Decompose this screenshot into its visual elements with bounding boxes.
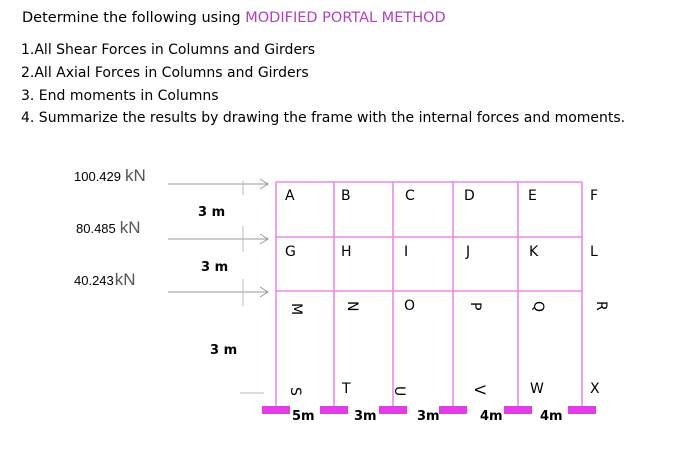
- load-arrow-1: [168, 179, 268, 195]
- node-label-r: R: [593, 301, 609, 311]
- load-arrow-3: [168, 279, 268, 306]
- node-label-f: F: [590, 188, 599, 204]
- heading-prefix: Determine the following using: [22, 10, 246, 26]
- story-height-3: 3 m: [210, 343, 238, 358]
- node-label-t: T: [342, 381, 351, 397]
- task-item-2: 2.All Axial Forces in Columns and Girders: [21, 65, 309, 81]
- support-t: [320, 406, 348, 414]
- bay-width-3: 3m: [417, 409, 440, 424]
- bay-width-2: 3m: [354, 409, 377, 424]
- task-item-4: 4. Summarize the results by drawing the frame with the internal forces and moments.: [21, 110, 626, 126]
- node-label-o: O: [404, 298, 416, 314]
- node-label-g: G: [285, 244, 296, 260]
- node-label-l: L: [590, 244, 598, 260]
- story-height-2: 3 m: [201, 260, 229, 275]
- node-label-s: S: [287, 387, 303, 396]
- node-label-v: V: [471, 385, 487, 395]
- bay-width-5: 4m: [540, 409, 563, 424]
- load-arrow-2: [168, 226, 268, 252]
- node-label-m: M: [288, 303, 304, 316]
- load-label-2: 80.485 kN: [76, 218, 141, 237]
- node-label-j: J: [466, 244, 471, 260]
- story-height-1: 3 m: [198, 205, 226, 220]
- bay-width-1: 5m: [292, 409, 315, 424]
- node-label-h: H: [341, 244, 352, 260]
- support-w: [504, 406, 532, 414]
- node-label-w: W: [530, 381, 544, 397]
- method-name: MODIFIED PORTAL METHOD: [245, 10, 446, 26]
- task-item-1: 1.All Shear Forces in Columns and Girders: [21, 42, 316, 58]
- node-label-n: N: [344, 301, 360, 312]
- support-x: [568, 406, 596, 414]
- node-label-i: I: [404, 244, 409, 260]
- bay-width-4: 4m: [480, 409, 503, 424]
- node-label-u: U: [391, 386, 407, 397]
- node-label-d: D: [464, 188, 475, 204]
- support-s: [262, 406, 290, 414]
- support-u: [379, 406, 407, 414]
- node-label-k: K: [529, 244, 539, 260]
- task-item-3: 3. End moments in Columns: [21, 88, 219, 104]
- node-label-x: X: [590, 381, 600, 397]
- node-label-a: A: [285, 188, 295, 204]
- columns: [276, 182, 582, 408]
- support-v: [439, 406, 467, 414]
- node-label-p: P: [467, 302, 483, 311]
- load-label-1: 100.429 kN: [74, 166, 146, 185]
- load-label-3: 40.243kN: [74, 270, 136, 289]
- node-label-c: C: [405, 188, 415, 204]
- node-label-q: Q: [530, 301, 546, 313]
- node-label-b: B: [341, 188, 351, 204]
- node-label-e: E: [528, 188, 537, 204]
